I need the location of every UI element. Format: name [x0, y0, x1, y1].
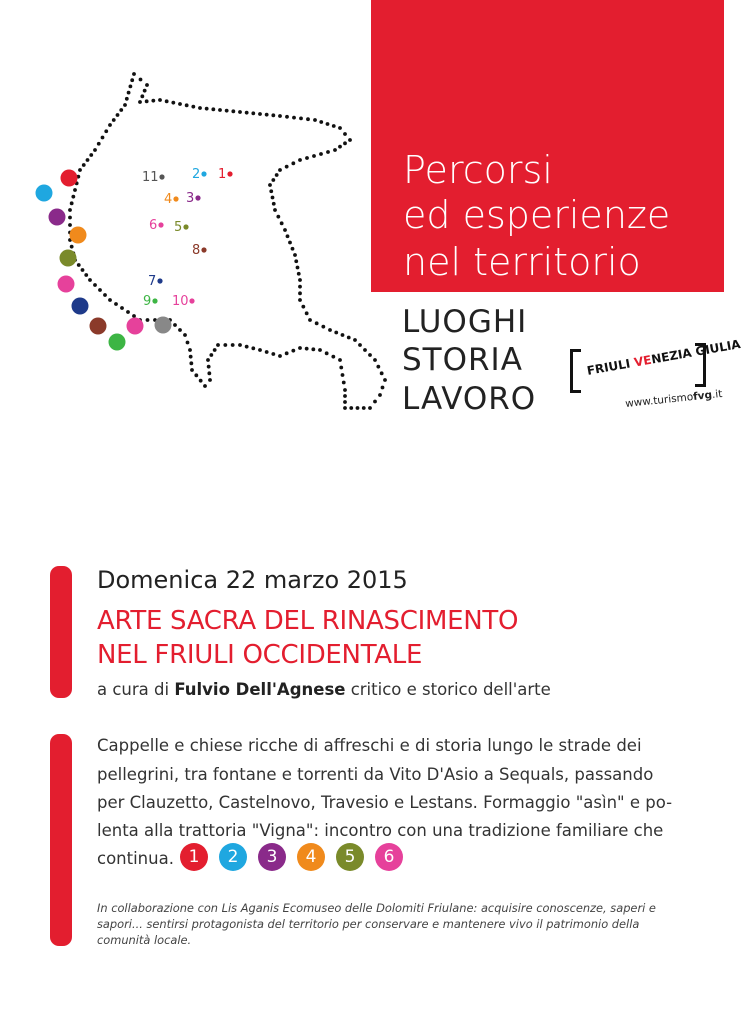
outline-dot	[311, 347, 315, 351]
map-number-dot	[201, 171, 206, 176]
outline-dot	[305, 311, 309, 315]
outline-dot	[380, 371, 384, 375]
outline-dot	[213, 348, 217, 352]
outline-dot	[88, 278, 92, 282]
map-number-dot	[195, 195, 200, 200]
outline-dot	[265, 350, 269, 354]
border-circle	[49, 209, 66, 226]
region-outline-dotted	[68, 72, 387, 410]
outline-dot	[145, 83, 149, 87]
hero-title-line-2: ed esperienze	[403, 193, 671, 237]
outline-dot	[114, 302, 118, 306]
outline-dot	[101, 136, 105, 140]
event-title-line-2: NEL FRIULI OCCIDENTALE	[97, 640, 423, 670]
outline-dot	[342, 381, 346, 385]
border-circle	[72, 298, 89, 315]
outline-dot	[146, 318, 150, 322]
event-date: Domenica 22 marzo 2015	[97, 566, 408, 594]
border-circle	[109, 334, 126, 351]
outline-dot	[129, 85, 133, 89]
outline-dot	[68, 216, 72, 220]
outline-dot	[358, 343, 362, 347]
outline-dot	[362, 406, 366, 410]
outline-dot	[291, 247, 295, 251]
theme-luoghi: LUOGHI	[402, 304, 528, 340]
outline-dot	[291, 161, 295, 165]
outline-dot	[343, 388, 347, 392]
outline-dot	[293, 253, 297, 257]
outline-dot	[207, 365, 211, 369]
outline-dot	[326, 150, 330, 154]
outline-dot	[298, 346, 302, 350]
outline-dot	[383, 378, 387, 382]
outline-dot	[158, 98, 162, 102]
outline-dot	[77, 263, 81, 267]
outline-dot	[112, 118, 116, 122]
body-line-2: pellegrini, tra fontane e torrenti da Vito D'Asio a Sequals, passando	[97, 765, 654, 784]
curator-line	[97, 680, 551, 699]
outline-dot	[140, 94, 144, 98]
stop-circle-3: 3	[258, 843, 286, 871]
stop-number-circles	[180, 843, 414, 871]
curator-role: critico e storico dell'arte	[345, 680, 551, 699]
outline-dot	[318, 348, 322, 352]
outline-dot	[82, 163, 86, 167]
map-number-8: 8	[192, 243, 201, 258]
stop-circle-5: 5	[336, 843, 364, 871]
outline-dot	[199, 379, 203, 383]
outline-dot	[132, 314, 136, 318]
outline-dot	[165, 99, 169, 103]
outline-dot	[278, 354, 282, 358]
outline-dot	[272, 202, 276, 206]
body-line-5: continua.	[97, 849, 174, 868]
outline-dot	[285, 165, 289, 169]
outline-dot	[205, 107, 209, 111]
outline-dot	[343, 141, 347, 145]
outline-dot	[347, 336, 351, 340]
border-circle	[127, 318, 144, 335]
outline-dot	[207, 371, 211, 375]
outline-dot	[211, 107, 215, 111]
map-number-10: 10	[172, 294, 189, 309]
outline-dot	[373, 400, 377, 404]
outline-dot	[296, 266, 300, 270]
outline-dot	[312, 154, 316, 158]
outline-dot	[73, 188, 77, 192]
outline-dot	[325, 351, 329, 355]
outline-dot	[363, 348, 367, 352]
map-number-1: 1	[218, 167, 227, 182]
outline-dot	[108, 298, 112, 302]
outline-dot	[238, 343, 242, 347]
border-circle	[155, 317, 172, 334]
map-number-4: 4	[164, 192, 173, 207]
outline-dot	[194, 373, 198, 377]
outline-dot	[98, 288, 102, 292]
outline-dot	[189, 355, 193, 359]
outline-dot	[326, 122, 330, 126]
outline-dot	[104, 129, 108, 133]
outline-dot	[189, 361, 193, 365]
outline-dot	[381, 386, 385, 390]
outline-dot	[265, 113, 269, 117]
map-number-dot	[201, 247, 206, 252]
map-number-labels	[142, 167, 233, 309]
map-number-11: 11	[142, 170, 159, 185]
event-title-line-1: ARTE SACRA DEL RINASCIMENTO	[97, 606, 519, 636]
outline-dot	[191, 105, 195, 109]
outline-dot	[288, 241, 292, 245]
map-number-5: 5	[174, 220, 183, 235]
outline-dot	[292, 116, 296, 120]
outline-dot	[93, 148, 97, 152]
outline-dot	[190, 368, 194, 372]
outline-dot	[178, 328, 182, 332]
outline-dot	[183, 333, 187, 337]
outline-dot	[245, 345, 249, 349]
outline-dot	[209, 353, 213, 357]
outline-dot	[286, 234, 290, 238]
outline-dot	[225, 109, 229, 113]
outline-dot	[275, 173, 279, 177]
outline-dot	[143, 89, 147, 93]
map-number-dot	[157, 278, 162, 283]
outline-dot	[81, 268, 85, 272]
map-number-dot	[158, 222, 163, 227]
outline-dot	[349, 406, 353, 410]
outline-dot	[206, 358, 210, 362]
outline-dot	[89, 153, 93, 157]
outline-dot	[373, 358, 377, 362]
outline-dot	[145, 99, 149, 103]
outline-dot	[299, 117, 303, 121]
outline-dot	[68, 223, 72, 227]
outline-dot	[108, 123, 112, 127]
outline-dot	[333, 148, 337, 152]
outline-dot	[339, 366, 343, 370]
outline-dot	[123, 103, 127, 107]
map-number-9: 9	[143, 294, 152, 309]
outline-dot	[93, 283, 97, 287]
outline-dot	[103, 293, 107, 297]
outline-dot	[245, 111, 249, 115]
outline-dot	[313, 118, 317, 122]
map-number-3: 3	[186, 191, 195, 206]
outline-dot	[294, 259, 298, 263]
outline-dot	[368, 353, 372, 357]
outline-dot	[305, 156, 309, 160]
outline-dot	[297, 272, 301, 276]
body-line-4: lenta alla trattoria "Vigna": incontro con una tradizione familiare che	[97, 821, 664, 840]
map-number-dot	[227, 171, 232, 176]
outline-dot	[291, 349, 295, 353]
outline-dot	[258, 348, 262, 352]
logo-bracket-left	[570, 349, 581, 393]
outline-dot	[305, 347, 309, 351]
map-number-dot	[152, 298, 157, 303]
outline-dot	[343, 132, 347, 136]
outline-dot	[368, 406, 372, 410]
outline-dot	[321, 325, 325, 329]
outline-dot	[269, 189, 273, 193]
map-number-dot	[159, 174, 164, 179]
logo-name-part1: FRIULI	[585, 355, 636, 378]
outline-dot	[315, 321, 319, 325]
logo-name-part2: VE	[632, 352, 653, 370]
map-number-2: 2	[192, 167, 201, 182]
outline-dot	[185, 103, 189, 107]
outline-dot	[271, 196, 275, 200]
border-circle	[70, 227, 87, 244]
outline-dot	[97, 142, 101, 146]
red-accent-bar-top	[50, 566, 72, 698]
collaboration-note: In collaborazione con Lis Aganis Ecomuseo delle Dolomiti Friulane: acquisire conoscenze, saperi e sapori... sentirsi protagonista del territorio per conservare e mantenere vivo il patrimonio della comunità locale.	[97, 901, 656, 947]
outline-dot	[301, 305, 305, 309]
outline-dot	[341, 373, 345, 377]
outline-dot	[280, 221, 284, 225]
border-circle	[90, 318, 107, 335]
outline-dot	[178, 102, 182, 106]
outline-dot	[138, 100, 142, 104]
outline-dot	[353, 338, 357, 342]
outline-dot	[271, 178, 275, 182]
map-number-7: 7	[148, 274, 157, 289]
outline-dot	[84, 273, 88, 277]
outline-dot	[308, 318, 312, 322]
outline-dot	[231, 343, 235, 347]
outline-dot	[186, 341, 190, 345]
border-circle	[36, 185, 53, 202]
curator-prefix: a cura di	[97, 680, 175, 699]
outline-dot	[223, 343, 227, 347]
outline-dot	[283, 228, 287, 232]
outline-dot	[238, 110, 242, 114]
outline-dot	[306, 117, 310, 121]
outline-dot	[285, 351, 289, 355]
outline-dot	[334, 331, 338, 335]
outline-dot	[251, 111, 255, 115]
outline-dot	[78, 168, 82, 172]
map-number-dot	[189, 298, 194, 303]
outline-dot	[376, 365, 380, 369]
fvg-brand-logo	[575, 337, 742, 417]
outline-dot	[298, 291, 302, 295]
body-line-3: per Clauzetto, Castelnovo, Travesio e Lestans. Formaggio "asìn" e po-	[97, 793, 673, 812]
outline-dot	[319, 120, 323, 124]
outline-dot	[271, 352, 275, 356]
outline-dot	[251, 346, 255, 350]
outline-dot	[127, 91, 131, 95]
outline-dot	[119, 108, 123, 112]
outline-dot	[130, 78, 134, 82]
outline-dot	[231, 109, 235, 113]
logo-url-part3: .it	[711, 387, 723, 401]
outline-dot	[258, 112, 262, 116]
outline-dot	[319, 152, 323, 156]
outline-dot	[126, 310, 130, 314]
logo-url-part2: fvg	[692, 389, 713, 403]
outline-dot	[285, 115, 289, 119]
outline-dot	[139, 78, 143, 82]
outline-dot	[125, 97, 129, 101]
theme-lavoro: LAVORO	[402, 381, 537, 417]
outline-dot	[171, 101, 175, 105]
outline-dot	[276, 215, 280, 219]
outline-dot	[203, 384, 207, 388]
outline-dot	[216, 343, 220, 347]
map-number-dot	[173, 196, 178, 201]
border-circle	[61, 170, 78, 187]
outline-dot	[278, 114, 282, 118]
hero-title-line-3: nel territorio	[403, 240, 641, 284]
colored-border-circles	[36, 170, 172, 351]
outline-dot	[356, 406, 360, 410]
outline-dot	[343, 394, 347, 398]
outline-dot	[198, 106, 202, 110]
outline-dot	[70, 201, 74, 205]
map-number-6: 6	[149, 218, 158, 233]
logo-url-part1: www.turismo	[624, 390, 694, 411]
outline-dot	[298, 285, 302, 289]
map-number-dot	[183, 224, 188, 229]
outline-dot	[68, 208, 72, 212]
body-line-1: Cappelle e chiese ricche di affreschi e di storia lungo le strade dei	[97, 736, 642, 755]
outline-dot	[218, 108, 222, 112]
outline-dot	[341, 333, 345, 337]
outline-dot	[343, 400, 347, 404]
outline-dot	[208, 378, 212, 382]
stop-circle-6: 6	[375, 843, 403, 871]
outline-dot	[343, 406, 347, 410]
outline-dot	[378, 393, 382, 397]
outline-dot	[331, 355, 335, 359]
stop-circle-2: 2	[219, 843, 247, 871]
outline-dot	[328, 328, 332, 332]
outline-dot	[132, 72, 136, 76]
outline-dot	[338, 126, 342, 130]
outline-dot	[151, 99, 155, 103]
curator-name: Fulvio Dell'Agnese	[174, 680, 346, 699]
hero-title-line-1: Percorsi	[403, 148, 553, 192]
logo-name-part3: NEZIA GIULIA	[650, 337, 742, 367]
outline-dot	[298, 298, 302, 302]
stop-circle-4: 4	[297, 843, 325, 871]
stop-circle-1: 1	[180, 843, 208, 871]
outline-dot	[86, 158, 90, 162]
outline-dot	[278, 168, 282, 172]
theme-storia: STORIA	[402, 342, 523, 378]
outline-dot	[348, 138, 352, 142]
outline-dot	[271, 113, 275, 117]
outline-dot	[338, 358, 342, 362]
outline-dot	[268, 183, 272, 187]
outline-dot	[120, 306, 124, 310]
outline-dot	[298, 158, 302, 162]
outline-dot	[71, 195, 75, 199]
border-circle	[60, 250, 77, 267]
outline-dot	[188, 348, 192, 352]
red-accent-bar-bottom	[50, 734, 72, 946]
outline-dot	[338, 145, 342, 149]
outline-dot	[173, 323, 177, 327]
outline-dot	[116, 113, 120, 117]
outline-dot	[273, 208, 277, 212]
outline-dot	[70, 245, 74, 249]
border-circle	[58, 276, 75, 293]
outline-dot	[332, 124, 336, 128]
outline-dot	[298, 278, 302, 282]
